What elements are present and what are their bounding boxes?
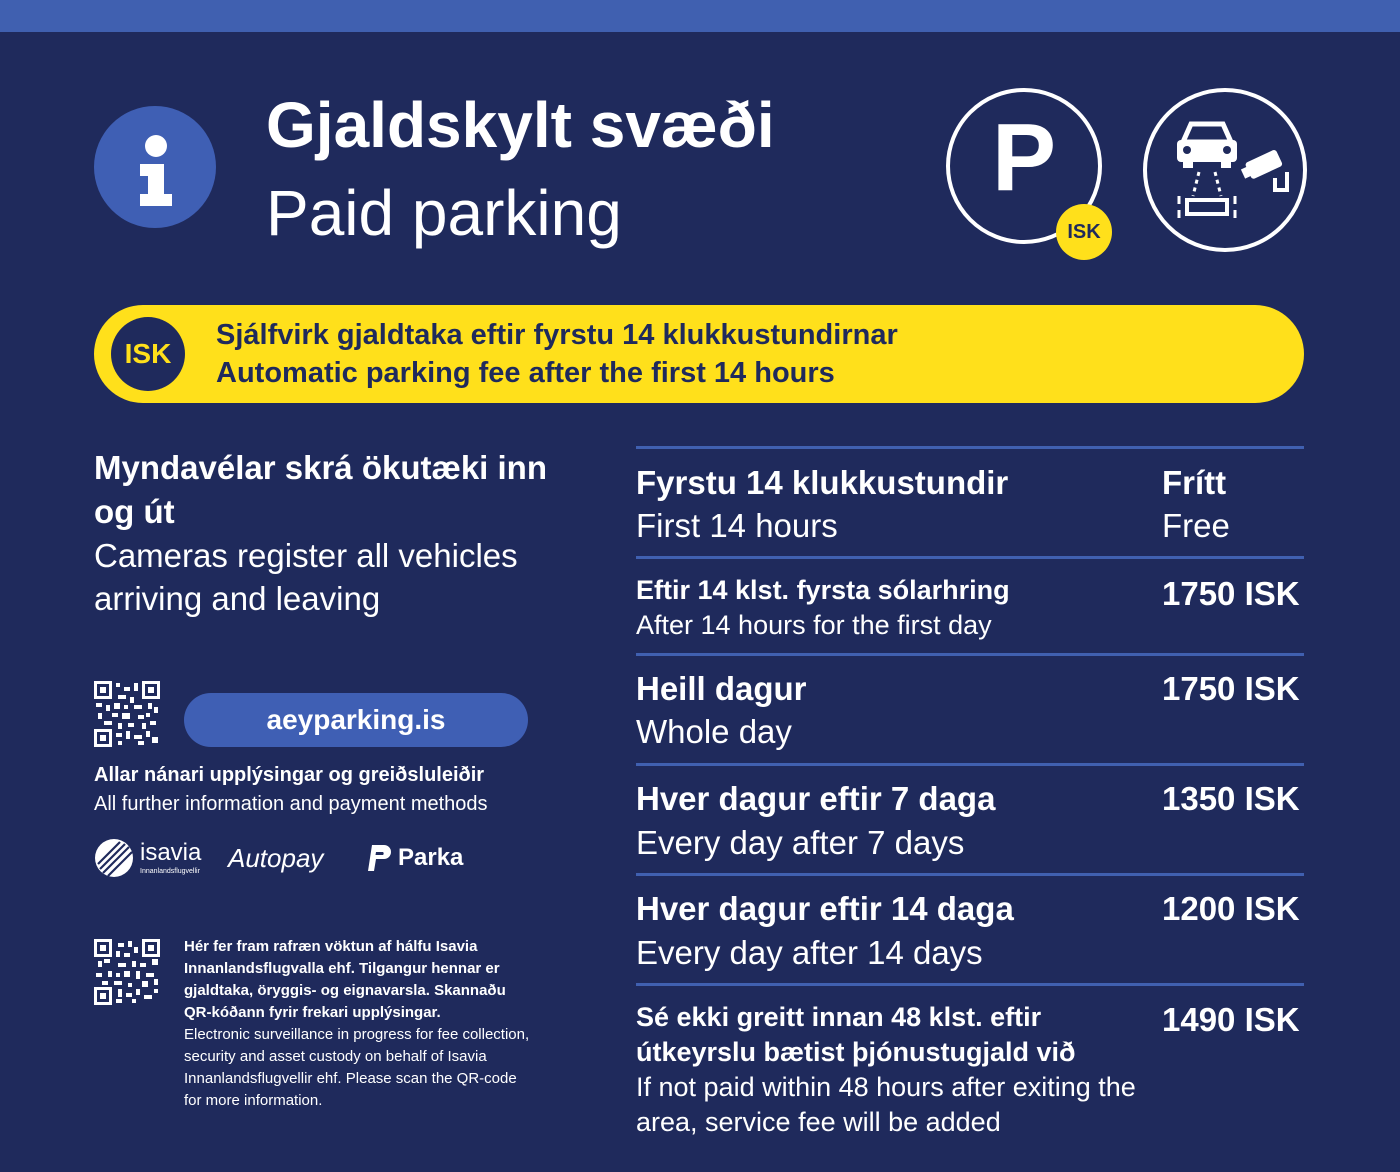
info-icon <box>94 106 216 228</box>
rate-name-is: Eftir 14 klst. fyrsta sólarhring <box>636 575 1010 605</box>
parka-mark-icon <box>364 843 392 873</box>
top-accent-bar <box>0 0 1400 32</box>
isavia-mark-icon <box>94 838 134 878</box>
website-qr-code[interactable] <box>94 681 160 747</box>
table-divider <box>636 446 1304 449</box>
rate-name-en: After 14 hours for the first day <box>636 610 992 640</box>
camera-car-icon <box>1143 88 1307 252</box>
rate-price: 1750 ISK <box>1162 670 1300 707</box>
isavia-logo <box>94 836 201 880</box>
rate-price-en: Free <box>1162 507 1230 544</box>
website-link-button[interactable]: aeyparking.is <box>184 693 528 747</box>
rate-name-is: Hver dagur eftir 7 daga <box>636 780 996 817</box>
notice-text-en: Electronic surveillance in progress for fee collection, security and asset custody on behalf of Isavia Innanlandsflugvellir ehf. Please scan the QR-code for more information. <box>184 1026 530 1109</box>
rate-name-is: Heill dagur <box>636 670 807 707</box>
page-title-is: Gjaldskylt svæði <box>266 89 775 161</box>
banner-text-en: Automatic parking fee after the first 14 hours <box>216 357 835 389</box>
isk-badge: ISK <box>1056 204 1112 260</box>
isavia-logo-subtext: Innanlandsflugvellir <box>140 868 200 875</box>
rate-price: 1350 ISK <box>1162 780 1300 817</box>
banner-text-is: Sjálfvirk gjaldtaka eftir fyrstu 14 klukkustundirnar <box>216 319 898 351</box>
rate-price: 1750 ISK <box>1162 575 1300 612</box>
parking-letter: P <box>991 104 1057 211</box>
rate-name-is: Sé ekki greitt innan 48 klst. eftir útkeyrslu bætist þjónustugjald við <box>636 1002 1076 1067</box>
table-divider <box>636 873 1304 876</box>
cameras-text-is: Myndavélar skrá ökutæki inn og út <box>94 449 547 530</box>
parka-logo-text: Parka <box>398 844 464 871</box>
table-divider <box>636 556 1304 559</box>
info-text-en: All further information and payment methods <box>94 793 488 815</box>
notice-text-is: Hér fer fram rafræn vöktun af hálfu Isavia Innanlandsflugvalla ehf. Tilgangur hennar er gjaldtaka, öryggis- og eignavarsla. Skannaðu QR-kóðann fyrir frekari upplýsingar. <box>184 938 506 1021</box>
rate-name-is: Fyrstu 14 klukkustundir <box>636 464 1009 501</box>
rate-price: 1200 ISK <box>1162 890 1300 927</box>
table-divider <box>636 763 1304 766</box>
parka-logo <box>364 836 463 880</box>
table-divider <box>636 653 1304 656</box>
rate-name-en: First 14 hours <box>636 507 838 544</box>
surveillance-notice <box>184 936 534 1112</box>
rate-name-en: Every day after 7 days <box>636 824 965 861</box>
rate-name-is: Hver dagur eftir 14 daga <box>636 890 1014 927</box>
isk-badge: ISK <box>111 317 185 391</box>
autopay-logo: Autopay <box>228 842 324 873</box>
rate-price: 1490 ISK <box>1162 1001 1300 1038</box>
rate-name-en: Every day after 14 days <box>636 934 983 971</box>
rate-price-is: Frítt <box>1162 464 1227 501</box>
rate-name-en: Whole day <box>636 713 792 750</box>
auto-fee-banner <box>94 305 1304 403</box>
table-divider <box>636 983 1304 986</box>
isavia-logo-text: isavia <box>140 839 202 866</box>
surveillance-qr-code[interactable] <box>94 939 160 1005</box>
parking-p-icon <box>946 88 1102 244</box>
cameras-text-en: Cameras register all vehicles arriving and leaving <box>94 537 518 617</box>
info-text-is: Allar nánari upplýsingar og greiðsluleiðir <box>94 764 485 786</box>
rate-name-en: If not paid within 48 hours after exiting the area, service fee will be added <box>636 1072 1136 1137</box>
page-title-en: Paid parking <box>266 177 622 249</box>
